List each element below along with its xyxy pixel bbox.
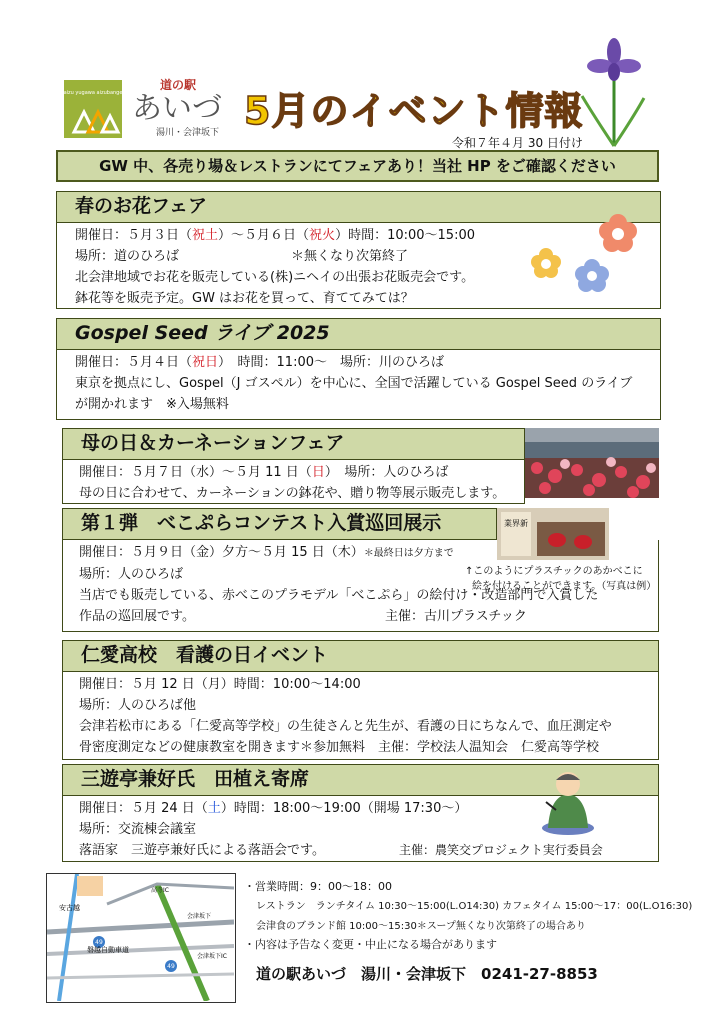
contact-line: 道の駅あいづ 湯川・会津坂下 0241-27-8853 <box>256 965 598 983</box>
map-label-bange: 会津坂下 <box>187 913 212 920</box>
event-desc-line: 作品の巡回展です。 主催：古川プラスチック <box>79 609 527 624</box>
event-date-line: 開催日：５月９日（金）夕方～５月 15 日（木）＊最終日は夕方まで <box>79 545 454 560</box>
flower-decoration-icon <box>526 208 646 304</box>
logo-mark <box>64 80 122 138</box>
logo-box-text: aizu yugawa aizubange <box>64 90 122 96</box>
event-place-line: 場所：人のひろば他 <box>79 698 197 713</box>
section-title-rakugo: 三遊亭兼好氏 田植え寄席 <box>62 764 659 796</box>
map-label-route-49-west: 49 <box>95 939 103 946</box>
map-graphic <box>47 874 234 1001</box>
iris-flower-icon <box>574 36 654 148</box>
map-label-bange-ic: 会津坂下IC <box>197 953 227 960</box>
section-body-gospel <box>56 350 661 420</box>
section-title-bekopura: 第１弾 べこぷらコンテスト入賞巡回展示 <box>62 508 497 540</box>
event-date-line: 開催日：５月 24 日（土）時間：18:00～19:00（開場 17:30～） <box>79 801 468 816</box>
event-place-line: 場所：人のひろば <box>79 567 184 582</box>
event-desc-line: 鉢花等を販売予定。GW はお花を買って、育ててみては？ <box>75 291 414 306</box>
restaurant-hours: レストラン ランチタイム 10:30～15:00(L.O14:30) カフェタイム 15:00～17：00(L.O16:30) <box>256 901 693 912</box>
section-body-nursing-day <box>62 672 659 760</box>
tree-logo-icon <box>64 80 122 138</box>
carnation-photo <box>525 428 659 498</box>
access-map <box>46 873 236 1003</box>
section-title-gospel: Gospel Seed ライブ 2025 <box>56 318 661 350</box>
event-desc-line: 北会津地域でお花を販売している(株)ニヘイの出張お花販売会です。 <box>75 270 475 285</box>
logo-small: 道の駅 <box>160 78 197 92</box>
brand-hall-hours: 会津食のブランド館 10:00～15:30＊スープ無くなり次第終了の場合あり <box>256 921 586 932</box>
event-desc-line: が開かれます ※入場無料 <box>75 397 229 412</box>
section-body-mothers-day <box>62 460 525 504</box>
section-title-nursing-day: 仁愛高校 看護の日イベント <box>62 640 659 672</box>
event-place-line: 場所：交流棟会議室 <box>79 822 197 837</box>
event-desc-line: 母の日に合わせて、カーネーションの鉢花や、贈り物等展示販売します。 <box>79 486 506 501</box>
event-date-line: 開催日：５月 12 日（月）時間：10:00～14:00 <box>79 677 361 692</box>
rakugo-performer-icon <box>538 766 598 836</box>
issue-date: 令和７年４月 30 日付け <box>452 136 583 150</box>
map-label-takadera-ic: 高寺IC <box>151 887 169 894</box>
event-desc-line: 東京を拠点にし、Gospel（J ゴスペル）を中心に、全国で活躍している Gospel Seed のライブ <box>75 376 633 391</box>
photo-caption-line2: 絵を付けることができます。（写真は例） <box>472 581 657 592</box>
logo-main: あいづ <box>132 91 222 126</box>
event-date-line: 開催日：５月７日（水）～５月 11 日（日） 場所：人のひろば <box>79 465 449 480</box>
event-desc-line: 骨密度測定などの健康教室を開きます＊参加無料 主催：学校法人温知会 仁愛高等学校 <box>79 740 600 755</box>
photo-sign: 業界新 <box>504 519 528 528</box>
event-desc-line: 会津若松市にある「仁愛高等学校」の生徒さんと先生が、看護の日にちなんで、血圧測定や <box>79 719 612 734</box>
photo-caption-line1: ↑このようにプラスチックのあかべこに <box>465 566 643 577</box>
section-title-mothers-day: 母の日＆カーネーションフェア <box>62 428 525 460</box>
bekopura-photo <box>497 508 609 560</box>
announcement-banner: GW 中、各売り場＆レストランにてフェアあり！当社 HP をご確認ください <box>56 150 659 182</box>
business-hours: ・営業時間：9：00～18：00 <box>244 880 392 893</box>
event-desc-line: 落語家 三遊亭兼好氏による落語会です。 主催：農笑交プロジェクト実行委員会 <box>79 843 603 858</box>
logo-text-block <box>132 76 242 138</box>
map-label-banetsu: 磐越自動車道 <box>87 946 129 954</box>
event-date-line: 開催日：５月３日（祝土）～５月６日（祝火）時間：10:00～15:00 <box>75 228 475 243</box>
section-title-flower-fair: 春のお花フェア <box>56 191 661 223</box>
page-title: 5月のイベント情報 <box>244 89 584 133</box>
event-date-line: 開催日：５月４日（祝日） 時間：11:00～ 場所：川のひろば <box>75 355 444 370</box>
map-label-route-49-east: 49 <box>167 963 175 970</box>
event-place-line: 場所：道のひろば ＊無くなり次第終了 <box>75 249 409 264</box>
logo-sub: 湯川・会津坂下 <box>156 128 220 138</box>
change-notice: ・内容は予告なく変更・中止になる場合があります <box>244 938 497 951</box>
map-label-koshi: 安古越 <box>59 904 80 912</box>
event-desc-line: 当店でも販売している、赤べこのプラモデル「べこぷら」の絵付け・改造部門で入賞した <box>79 588 599 603</box>
